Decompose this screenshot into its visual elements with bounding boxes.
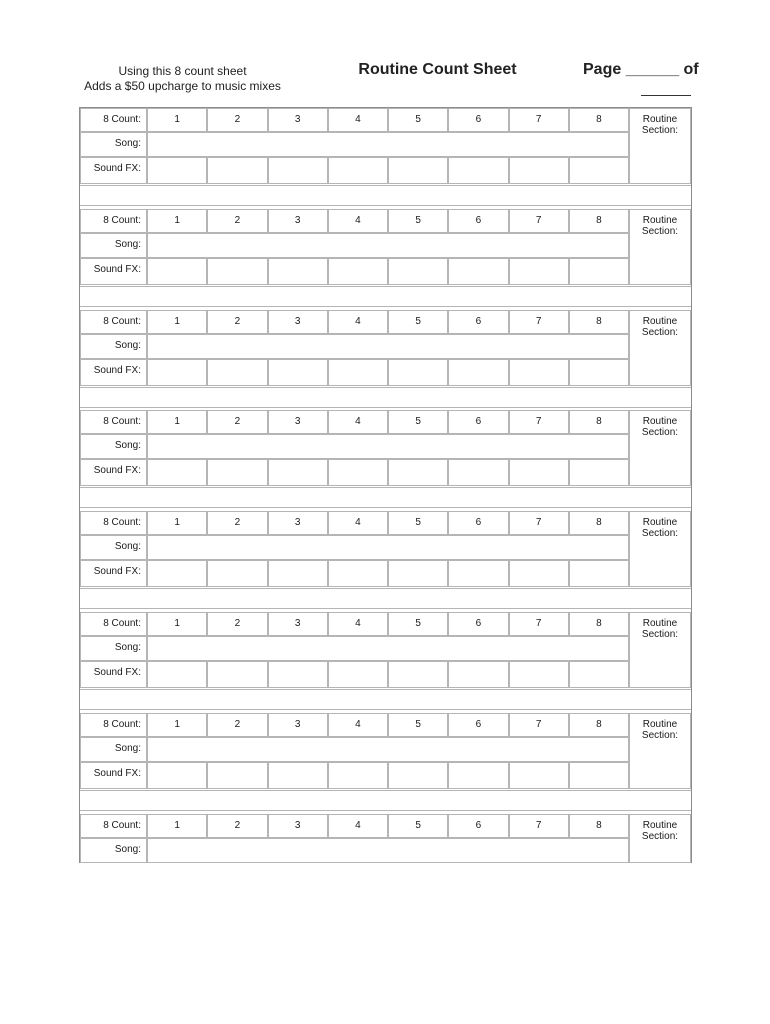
count-sheet-grid bbox=[79, 107, 692, 863]
routine-label: Routine bbox=[642, 618, 678, 629]
sound-fx-cell[interactable] bbox=[509, 459, 569, 486]
block-separator bbox=[80, 689, 691, 710]
routine-section-field[interactable] bbox=[629, 209, 691, 285]
sound-fx-cell[interactable] bbox=[448, 661, 508, 688]
sound-fx-cell[interactable] bbox=[448, 157, 508, 184]
sound-fx-cell[interactable] bbox=[569, 359, 629, 386]
count-number-cell[interactable]: 7 bbox=[509, 511, 569, 535]
count-number-cell[interactable]: 2 bbox=[207, 612, 267, 636]
song-label: Song: bbox=[80, 233, 147, 258]
count-number-cell[interactable]: 7 bbox=[509, 108, 569, 132]
count-number-cell[interactable]: 6 bbox=[448, 713, 508, 737]
count-number-cell[interactable]: 6 bbox=[448, 612, 508, 636]
count-block bbox=[80, 310, 691, 386]
count-number-cell[interactable]: 2 bbox=[207, 814, 267, 838]
page-total-field[interactable] bbox=[641, 82, 691, 96]
sound-fx-label: Sound FX: bbox=[80, 661, 147, 688]
sound-fx-cell[interactable] bbox=[147, 762, 207, 789]
count-number-cell[interactable]: 1 bbox=[147, 310, 207, 334]
count-number-cell[interactable]: 6 bbox=[448, 814, 508, 838]
sound-fx-cell[interactable] bbox=[509, 560, 569, 587]
count-number-cell[interactable]: 2 bbox=[207, 410, 267, 434]
count-number-cell[interactable]: 6 bbox=[448, 209, 508, 233]
count-number-cell[interactable]: 5 bbox=[388, 612, 448, 636]
section-label: Section: bbox=[641, 427, 679, 438]
count-number-cell[interactable]: 8 bbox=[569, 410, 629, 434]
count-number-cell[interactable]: 4 bbox=[328, 511, 388, 535]
count-number-cell[interactable]: 8 bbox=[569, 511, 629, 535]
count-label: 8 Count: bbox=[80, 814, 147, 838]
count-block bbox=[80, 814, 691, 863]
song-field[interactable] bbox=[147, 132, 629, 157]
sound-fx-cell[interactable] bbox=[147, 258, 207, 285]
routine-section-field[interactable] bbox=[629, 713, 691, 789]
block-separator bbox=[80, 286, 691, 307]
sound-fx-cell[interactable] bbox=[569, 157, 629, 184]
song-label: Song: bbox=[80, 636, 147, 661]
count-label: 8 Count: bbox=[80, 713, 147, 737]
sound-fx-cell[interactable] bbox=[328, 661, 388, 688]
count-number-cell[interactable]: 4 bbox=[328, 310, 388, 334]
count-number-cell[interactable]: 5 bbox=[388, 209, 448, 233]
sound-fx-cell[interactable] bbox=[388, 258, 448, 285]
count-label: 8 Count: bbox=[80, 511, 147, 535]
count-number-cell[interactable]: 8 bbox=[569, 713, 629, 737]
song-label: Song: bbox=[80, 737, 147, 762]
routine-label: Routine bbox=[642, 719, 678, 730]
sound-fx-cell[interactable] bbox=[569, 661, 629, 688]
routine-section-field[interactable] bbox=[629, 410, 691, 486]
count-number-cell[interactable]: 4 bbox=[328, 612, 388, 636]
routine-section-field[interactable] bbox=[629, 511, 691, 587]
count-number-cell[interactable]: 5 bbox=[388, 310, 448, 334]
count-block bbox=[80, 713, 691, 789]
routine-label: Routine bbox=[642, 316, 678, 327]
sound-fx-cell[interactable] bbox=[509, 762, 569, 789]
count-number-cell[interactable]: 8 bbox=[569, 209, 629, 233]
count-number-cell[interactable]: 8 bbox=[569, 814, 629, 838]
count-number-cell[interactable]: 5 bbox=[388, 410, 448, 434]
sound-fx-cell[interactable] bbox=[569, 560, 629, 587]
sound-fx-cell[interactable] bbox=[268, 157, 328, 184]
count-number-cell[interactable]: 6 bbox=[448, 410, 508, 434]
count-number-cell[interactable]: 3 bbox=[268, 108, 328, 132]
count-number-cell[interactable]: 5 bbox=[388, 511, 448, 535]
song-label: Song: bbox=[80, 334, 147, 359]
count-number-cell[interactable]: 4 bbox=[328, 814, 388, 838]
sound-fx-cell[interactable] bbox=[388, 157, 448, 184]
sound-fx-label: Sound FX: bbox=[80, 560, 147, 587]
sound-fx-cell[interactable] bbox=[147, 661, 207, 688]
count-number-cell[interactable]: 3 bbox=[268, 511, 328, 535]
routine-label: Routine bbox=[642, 416, 678, 427]
sound-fx-cell[interactable] bbox=[328, 560, 388, 587]
count-number-cell[interactable]: 7 bbox=[509, 814, 569, 838]
song-label: Song: bbox=[80, 838, 147, 863]
routine-label: Routine bbox=[642, 114, 678, 125]
count-number-cell[interactable]: 2 bbox=[207, 108, 267, 132]
count-number-cell[interactable]: 2 bbox=[207, 713, 267, 737]
count-number-cell[interactable]: 6 bbox=[448, 310, 508, 334]
section-label: Section: bbox=[641, 831, 679, 842]
sound-fx-cell[interactable] bbox=[328, 359, 388, 386]
upcharge-note bbox=[80, 64, 285, 94]
routine-section-field[interactable] bbox=[629, 108, 691, 184]
count-block bbox=[80, 108, 691, 184]
count-number-cell[interactable]: 8 bbox=[569, 612, 629, 636]
sound-fx-cell[interactable] bbox=[328, 258, 388, 285]
sound-fx-cell[interactable] bbox=[207, 459, 267, 486]
count-block bbox=[80, 612, 691, 688]
sound-fx-cell[interactable] bbox=[147, 459, 207, 486]
count-number-cell[interactable]: 1 bbox=[147, 612, 207, 636]
section-label: Section: bbox=[641, 327, 679, 338]
sound-fx-cell[interactable] bbox=[207, 359, 267, 386]
sound-fx-cell[interactable] bbox=[268, 661, 328, 688]
section-label: Section: bbox=[641, 730, 679, 741]
sound-fx-cell[interactable] bbox=[569, 762, 629, 789]
block-separator bbox=[80, 790, 691, 811]
count-number-cell[interactable]: 7 bbox=[509, 612, 569, 636]
sound-fx-label: Sound FX: bbox=[80, 459, 147, 486]
count-number-cell[interactable]: 7 bbox=[509, 310, 569, 334]
count-number-cell[interactable]: 3 bbox=[268, 410, 328, 434]
sound-fx-cell[interactable] bbox=[448, 560, 508, 587]
sound-fx-cell[interactable] bbox=[388, 661, 448, 688]
count-number-cell[interactable]: 3 bbox=[268, 612, 328, 636]
song-label: Song: bbox=[80, 132, 147, 157]
count-number-cell[interactable]: 6 bbox=[448, 511, 508, 535]
sound-fx-label: Sound FX: bbox=[80, 157, 147, 184]
upcharge-note-line2: Adds a $50 upcharge to music mixes bbox=[84, 79, 281, 93]
routine-section-field[interactable] bbox=[629, 814, 691, 863]
song-label: Song: bbox=[80, 434, 147, 459]
routine-label: Routine bbox=[642, 820, 678, 831]
count-number-cell[interactable]: 4 bbox=[328, 209, 388, 233]
block-separator bbox=[80, 487, 691, 508]
section-label: Section: bbox=[641, 629, 679, 640]
sound-fx-label: Sound FX: bbox=[80, 258, 147, 285]
count-number-cell[interactable]: 7 bbox=[509, 713, 569, 737]
count-number-cell[interactable]: 6 bbox=[448, 108, 508, 132]
sound-fx-cell[interactable] bbox=[328, 762, 388, 789]
song-field[interactable] bbox=[147, 535, 629, 560]
sound-fx-cell[interactable] bbox=[448, 459, 508, 486]
section-label: Section: bbox=[641, 125, 679, 136]
sound-fx-cell[interactable] bbox=[448, 258, 508, 285]
song-field[interactable] bbox=[147, 334, 629, 359]
sound-fx-label: Sound FX: bbox=[80, 359, 147, 386]
sound-fx-cell[interactable] bbox=[569, 258, 629, 285]
sound-fx-cell[interactable] bbox=[268, 359, 328, 386]
count-number-cell[interactable]: 1 bbox=[147, 814, 207, 838]
count-number-cell[interactable]: 7 bbox=[509, 410, 569, 434]
page-number-label: Page ______ of bbox=[583, 61, 699, 78]
routine-section-field[interactable] bbox=[629, 310, 691, 386]
sound-fx-cell[interactable] bbox=[509, 661, 569, 688]
sound-fx-cell[interactable] bbox=[207, 560, 267, 587]
count-number-cell[interactable]: 4 bbox=[328, 410, 388, 434]
count-label: 8 Count: bbox=[80, 410, 147, 434]
count-block bbox=[80, 511, 691, 587]
routine-label: Routine bbox=[642, 215, 678, 226]
sound-fx-cell[interactable] bbox=[207, 762, 267, 789]
sound-fx-cell[interactable] bbox=[268, 762, 328, 789]
page-title: Routine Count Sheet bbox=[358, 61, 517, 78]
song-field[interactable] bbox=[147, 233, 629, 258]
sound-fx-cell[interactable] bbox=[509, 258, 569, 285]
count-number-cell[interactable]: 5 bbox=[388, 713, 448, 737]
section-label: Section: bbox=[641, 528, 679, 539]
count-number-cell[interactable]: 8 bbox=[569, 108, 629, 132]
count-number-cell[interactable]: 1 bbox=[147, 108, 207, 132]
count-number-cell[interactable]: 1 bbox=[147, 511, 207, 535]
count-number-cell[interactable]: 3 bbox=[268, 209, 328, 233]
song-field[interactable] bbox=[147, 838, 629, 863]
sound-fx-cell[interactable] bbox=[509, 157, 569, 184]
upcharge-note-line1: Using this 8 count sheet bbox=[118, 64, 247, 78]
song-field[interactable] bbox=[147, 737, 629, 762]
count-block bbox=[80, 410, 691, 486]
sound-fx-cell[interactable] bbox=[509, 359, 569, 386]
count-number-cell[interactable]: 8 bbox=[569, 310, 629, 334]
count-number-cell[interactable]: 2 bbox=[207, 511, 267, 535]
count-number-cell[interactable]: 1 bbox=[147, 410, 207, 434]
song-label: Song: bbox=[80, 535, 147, 560]
routine-label: Routine bbox=[642, 517, 678, 528]
count-number-cell[interactable]: 3 bbox=[268, 713, 328, 737]
count-label: 8 Count: bbox=[80, 108, 147, 132]
sound-fx-cell[interactable] bbox=[388, 359, 448, 386]
count-number-cell[interactable]: 3 bbox=[268, 814, 328, 838]
song-field[interactable] bbox=[147, 434, 629, 459]
count-label: 8 Count: bbox=[80, 310, 147, 334]
sound-fx-cell[interactable] bbox=[268, 560, 328, 587]
sound-fx-cell[interactable] bbox=[268, 459, 328, 486]
section-label: Section: bbox=[641, 226, 679, 237]
block-separator bbox=[80, 588, 691, 609]
sound-fx-cell[interactable] bbox=[448, 762, 508, 789]
count-label: 8 Count: bbox=[80, 612, 147, 636]
sound-fx-cell[interactable] bbox=[388, 560, 448, 587]
sound-fx-cell[interactable] bbox=[147, 560, 207, 587]
sound-fx-cell[interactable] bbox=[388, 459, 448, 486]
count-number-cell[interactable]: 1 bbox=[147, 713, 207, 737]
count-label: 8 Count: bbox=[80, 209, 147, 233]
block-separator bbox=[80, 387, 691, 408]
sound-fx-cell[interactable] bbox=[147, 157, 207, 184]
count-number-cell[interactable]: 7 bbox=[509, 209, 569, 233]
block-separator bbox=[80, 185, 691, 206]
count-number-cell[interactable]: 2 bbox=[207, 310, 267, 334]
sound-fx-cell[interactable] bbox=[569, 459, 629, 486]
count-number-cell[interactable]: 4 bbox=[328, 108, 388, 132]
sound-fx-cell[interactable] bbox=[207, 157, 267, 184]
routine-section-field[interactable] bbox=[629, 612, 691, 688]
sound-fx-cell[interactable] bbox=[147, 359, 207, 386]
sound-fx-cell[interactable] bbox=[207, 661, 267, 688]
sound-fx-cell[interactable] bbox=[328, 459, 388, 486]
sound-fx-cell[interactable] bbox=[388, 762, 448, 789]
sound-fx-label: Sound FX: bbox=[80, 762, 147, 789]
count-number-cell[interactable]: 1 bbox=[147, 209, 207, 233]
sound-fx-cell[interactable] bbox=[207, 258, 267, 285]
sound-fx-cell[interactable] bbox=[448, 359, 508, 386]
song-field[interactable] bbox=[147, 636, 629, 661]
count-number-cell[interactable]: 5 bbox=[388, 814, 448, 838]
count-number-cell[interactable]: 3 bbox=[268, 310, 328, 334]
count-number-cell[interactable]: 2 bbox=[207, 209, 267, 233]
count-block bbox=[80, 209, 691, 285]
sound-fx-cell[interactable] bbox=[268, 258, 328, 285]
count-number-cell[interactable]: 5 bbox=[388, 108, 448, 132]
count-number-cell[interactable]: 4 bbox=[328, 713, 388, 737]
sound-fx-cell[interactable] bbox=[328, 157, 388, 184]
